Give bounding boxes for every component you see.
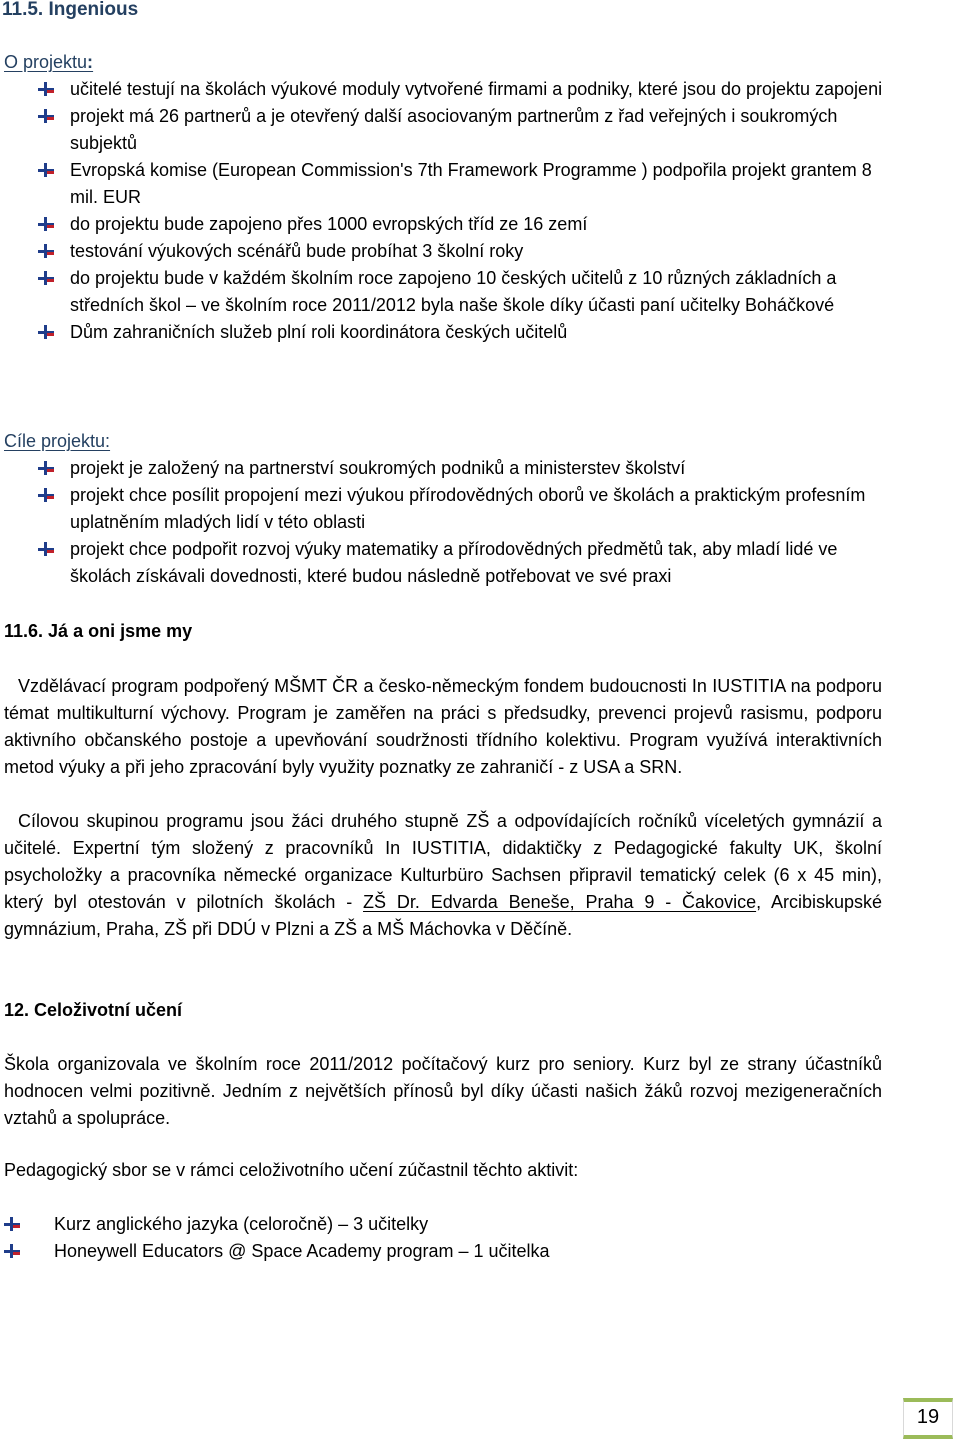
list-item-text: Honeywell Educators @ Space Academy program – 1 učitelka: [54, 1241, 550, 1261]
list-item-text: testování výukových scénářů bude probíhat 3 školní roky: [70, 241, 524, 261]
list-item: [70, 482, 900, 536]
section-heading-12: 12. Celoživotní učení: [4, 1000, 183, 1020]
about-label-colon: :: [87, 52, 94, 72]
list-item-text: projekt má 26 partnerů a je otevřený další asociovaným partnerům z řad veřejných i soukromých subjektů: [70, 106, 838, 153]
list-item: [70, 211, 900, 238]
list-item: [54, 1211, 854, 1238]
list-item-text: Kurz anglického jazyka (celoročně) – 3 učitelky: [54, 1214, 429, 1234]
project-goals-list: [70, 455, 900, 590]
bullet-icon: [38, 488, 54, 502]
about-label-text: O projektu: [4, 52, 88, 72]
list-item-text: učitelé testují na školách výukové moduly vytvořené firmami a podniky, které jsou do projektu zapojeni: [70, 79, 883, 99]
bullet-icon: [38, 244, 54, 258]
bullet-icon: [4, 1217, 20, 1231]
bullet-icon: [38, 109, 54, 123]
list-item: [70, 238, 900, 265]
paragraph-activities-intro: Pedagogický sbor se v rámci celoživotního učení zúčastnil těchto aktivit:: [4, 1160, 579, 1180]
page-number: 19: [916, 1406, 940, 1428]
list-item: [70, 536, 900, 590]
bullet-icon: [38, 325, 54, 339]
paragraph-program: [4, 673, 882, 781]
bullet-icon: [38, 461, 54, 475]
project-goals-label: Cíle projektu:: [4, 431, 111, 451]
list-item: [70, 157, 900, 211]
pilot-school-link[interactable]: ZŠ Dr. Edvarda Beneše, Praha 9 - Čakovice: [363, 892, 757, 912]
list-item: [70, 319, 900, 346]
list-item-text: do projektu bude zapojeno přes 1000 evropských tříd ze 16 zemí: [70, 214, 588, 234]
paragraph-program-text: Vzdělávací program podpořený MŠMT ČR a česko-německým fondem budoucnosti In IUSTITIA na podporu témat multikulturní výchovy. Program je zaměřen na práci s předsudky, prevenci projevů rasismu, podporu aktivního občanského postoje a upevňování soudržnosti třídního kolektivu. Program využívá interaktivních metod výuky a při jeho zpracování byly využity poznatky ze zahraničí - z USA a SRN.: [4, 676, 882, 777]
section-heading-11-6: 11.6. Já a oni jsme my: [4, 621, 193, 641]
about-project-list: [70, 76, 900, 346]
list-item-text: Evropská komise (European Commission's 7th Framework Programme ) podpořila projekt grantem 8 mil. EUR: [70, 160, 872, 207]
paragraph-target-group-start: Cílovou skupinou programu jsou žáci druhého stupně ZŠ a odpovídajících ročníků víceletých gymnázií a učitelé. Expertní tým složený z pracovníků In IUSTITIA, didaktičky z Pedagogické fakulty UK, školní psycholožky a pracovníka německé organizace Kulturbüro Sachsen připravil tematický celek (6 x 45 min), který byl otestován v pilotních školách -: [4, 811, 882, 912]
list-item-text: projekt chce podpořit rozvoj výuky matematiky a přírodovědných předmětů tak, aby mladí lidé ve školách získávali dovednosti, které budou následně potřebovat ve své praxi: [70, 539, 838, 586]
list-item: [54, 1238, 854, 1265]
list-item-text: projekt je založený na partnerství soukromých podniků a ministerstev školství: [70, 458, 686, 478]
paragraph-target-group: [4, 808, 882, 943]
list-item: [70, 455, 900, 482]
bullet-icon: [38, 542, 54, 556]
bullet-icon: [38, 217, 54, 231]
list-item: [70, 103, 900, 157]
list-item-text: projekt chce posílit propojení mezi výukou přírodovědných oborů ve školách a praktickým profesním uplatněním mladých lidí v této oblasti: [70, 485, 866, 532]
bullet-icon: [38, 82, 54, 96]
paragraph-target-group-end: , Arcibiskupské gymnázium, Praha, ZŠ při DDÚ v Plzni a ZŠ a MŠ Máchovka v Děčíně.: [4, 892, 882, 939]
bullet-icon: [38, 271, 54, 285]
list-item: [70, 265, 900, 319]
list-item-text: Dům zahraničních služeb plní roli koordinátora českých učitelů: [70, 322, 568, 342]
activities-list: [54, 1211, 854, 1265]
about-project-label: [4, 49, 93, 76]
bullet-icon: [4, 1244, 20, 1258]
list-item-text: do projektu bude v každém školním roce zapojeno 10 českých učitelů z 10 různých základních a středních škol – ve školním roce 2011/2012 byla naše škole díky účasti paní učitelky Boháčkové: [70, 268, 837, 315]
bullet-icon: [38, 163, 54, 177]
section-heading-11-5: 11.5. Ingenious: [2, 0, 139, 20]
list-item: [70, 76, 900, 103]
paragraph-senior-course: Škola organizovala ve školním roce 2011/2012 počítačový kurz pro seniory. Kurz byl ze strany účastníků hodnocen velmi pozitivně. Jedním z největších přínosů byl díky účasti našich žáků rozvoj mezigeneračních vztahů a spolupráce.: [4, 1054, 882, 1128]
